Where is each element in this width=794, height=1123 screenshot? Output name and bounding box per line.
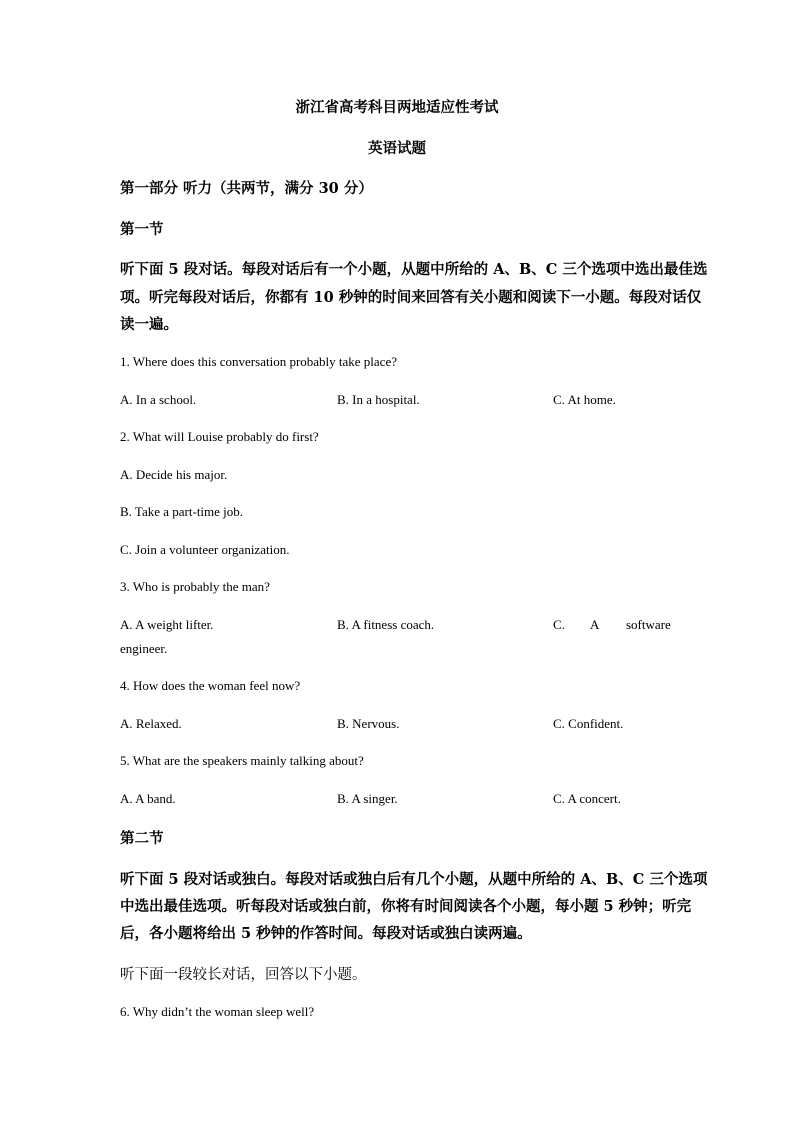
section1-instructions-line-1: 听下面 5 段对话。每段对话后有一个小题，从题中所给的 A、B、C 三个选项中选出最佳选	[120, 261, 708, 278]
question-3-option-c-letter: C.	[553, 617, 565, 632]
question-4-option-c: C. Confident.	[553, 716, 624, 731]
exam-title: 浙江省高考科目两地适应性考试	[295, 99, 499, 116]
question-4-option-b: B. Nervous.	[337, 716, 400, 731]
question-5-option-c: C. A concert.	[553, 791, 621, 806]
question-6-stem: 6. Why didn’t the woman sleep well?	[120, 1004, 315, 1019]
question-4-stem: 4. How does the woman feel now?	[120, 678, 301, 693]
question-3-option-a: A. A weight lifter.	[120, 617, 214, 632]
question-2-option-c: C. Join a volunteer organization.	[120, 542, 290, 557]
section2-instructions-line-3: 后，各小题将给出 5 秒钟的作答时间。每段对话或独白读两遍。	[120, 925, 532, 942]
question-2-stem: 2. What will Louise probably do first?	[120, 429, 319, 444]
question-3-option-b: B. A fitness coach.	[337, 617, 435, 632]
question-1-option-a: A. In a school.	[120, 392, 197, 407]
question-2-option-b: B. Take a part-time job.	[120, 504, 244, 519]
part1-heading: 第一部分 听力（共两节，满分 30 分）	[120, 180, 373, 197]
exam-subtitle: 英语试题	[368, 140, 426, 157]
question-4-option-a: A. Relaxed.	[120, 716, 182, 731]
question-1-option-c: C. At home.	[553, 392, 616, 407]
question-5-option-a: A. A band.	[120, 791, 176, 806]
section2-instructions-line-2: 中选出最佳选项。听每段对话或独白前，你将有时间阅读各个小题，每小题 5 秒钟；听完	[120, 898, 692, 915]
question-1-option-b: B. In a hospital.	[337, 392, 420, 407]
question-3-option-c-word: software	[626, 617, 671, 632]
section1-instructions-line-3: 读一遍。	[120, 316, 178, 333]
section2-heading: 第二节	[120, 830, 164, 847]
question-3-option-c-wrap: engineer.	[120, 641, 168, 656]
section2-note: 听下面一段较长对话，回答以下小题。	[120, 967, 367, 983]
question-1-stem: 1. Where does this conversation probably take place?	[120, 354, 397, 369]
question-5-stem: 5. What are the speakers mainly talking about?	[120, 753, 364, 768]
section1-heading: 第一节	[120, 221, 164, 238]
question-5-option-b: B. A singer.	[337, 791, 398, 806]
question-2-option-a: A. Decide his major.	[120, 467, 228, 482]
section1-instructions-line-2: 项。听完每段对话后，你都有 10 秒钟的时间来回答有关小题和阅读下一小题。每段对话仅	[120, 289, 702, 306]
question-3-stem: 3. Who is probably the man?	[120, 579, 270, 594]
section2-instructions-line-1: 听下面 5 段对话或独白。每段对话或独白后有几个小题，从题中所给的 A、B、C 三个选项	[120, 871, 708, 888]
question-3-option-c-article: A	[590, 617, 600, 632]
